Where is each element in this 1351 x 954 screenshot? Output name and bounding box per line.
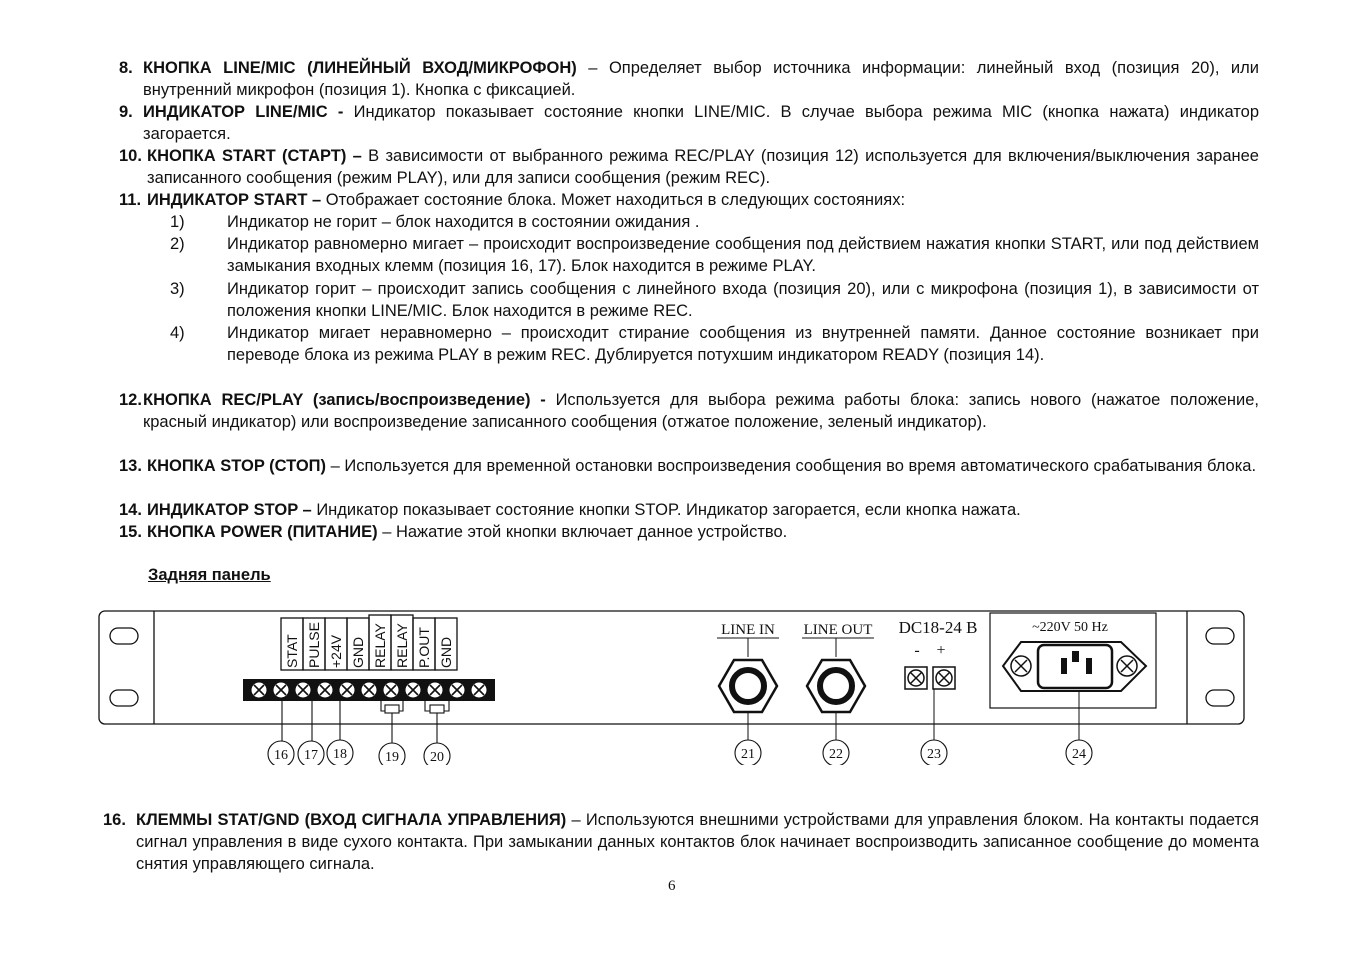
item-16 (103, 809, 1259, 876)
callout-19: 19 (385, 750, 399, 765)
callout-18: 18 (333, 747, 347, 762)
item-15 (119, 521, 1259, 543)
terminal-label: +24V (328, 634, 344, 668)
state-number: 1) (170, 213, 185, 231)
state-text: Индикатор мигает неравномерно – происходит стирание сообщения из внутренней памяти. Данное состояние возникает при переводе блока из режима PLAY в режим REC. Дублируется потухшим индикатором READY (позиция 14). (227, 324, 1259, 365)
item-title: ИНДИКАТОР LINE/MIC - (143, 103, 344, 121)
item-title: КНОПКА STOP (СТОП) (147, 457, 327, 475)
terminal-label: RELAY (394, 623, 410, 668)
state-text: Индикатор равномерно мигает – происходит воспроизведение сообщения под действием нажатия кнопки START, или под действием замыкания входных клемм (позиция 16, 17). Блок находится в режиме PLAY. (227, 235, 1259, 276)
start-state-2 (170, 233, 1259, 277)
terminal-label: PULSE (306, 622, 322, 668)
callout-24: 24 (1072, 747, 1086, 762)
state-number: 2) (170, 235, 185, 253)
terminal-label: P.OUT (416, 627, 432, 668)
callout-16: 16 (274, 748, 288, 763)
item-number: 12. (119, 391, 142, 409)
dc-label: DC18-24 B (898, 618, 978, 637)
start-state-3 (170, 278, 1259, 322)
state-text: Индикатор не горит – блок находится в состоянии ожидания . (227, 213, 700, 231)
item-text: Используется для выбора режима работы блока: запись нового (нажатое положение, красный индикатор) или воспроизведение записанного сообщения (отжатое положение, зеленый индикатор). (143, 391, 1260, 432)
item-number: 14. (119, 501, 142, 519)
dc-plus-label: + (936, 642, 946, 659)
item-title: КНОПКА LINE/MIC (ЛИНЕЙНЫЙ ВХОД/МИКРОФОН) (143, 59, 577, 77)
item-text: – Нажатие этой кнопки включает данное устройство. (377, 523, 788, 541)
terminal-screws (251, 682, 487, 698)
item-number: 13. (119, 457, 142, 475)
item-number: 10. (119, 147, 142, 165)
state-number: 3) (170, 280, 185, 298)
item-text: – Используется для временной остановки воспроизведения сообщения во время автоматического срабатывания блока. (326, 457, 1257, 475)
callout-20: 20 (430, 750, 444, 765)
item-13 (119, 455, 1259, 477)
item-number: 9. (119, 103, 133, 121)
item-title: КНОПКА START (СТАРТ) – (147, 147, 362, 165)
rear-panel-diagram (0, 605, 1351, 765)
item-title: КЛЕММЫ STAT/GND (ВХОД СИГНАЛА УПРАВЛЕНИЯ) (136, 811, 567, 829)
item-8 (119, 57, 1259, 101)
mount-slot-icon (110, 690, 138, 706)
terminal-label: GND (350, 636, 366, 668)
line-in-jack-icon (719, 660, 777, 712)
start-state-4 (170, 322, 1259, 366)
callout-21: 21 (741, 747, 755, 762)
dc-terminal-icon (905, 667, 955, 689)
state-text: Индикатор горит – происходит запись сообщения с линейного входа (позиция 20), или с микрофона (позиция 1), в зависимости от положения кнопки LINE/MIC. Блок находится в режиме REC. (227, 280, 1259, 321)
item-text: Индикатор показывает состояние кнопки LINE/MIC. В случае выбора режима MIC (кнопка нажата) индикатор загорается. (143, 103, 1260, 144)
item-14 (119, 499, 1259, 521)
callout-23: 23 (927, 747, 941, 762)
callout-17: 17 (304, 748, 318, 763)
item-text: – Используются внешними устройствами для управления блоком. На контакты подается сигнал управления в виде сухого контакта. При замыкании данных контактов блок начинает воспроизводить записанное сообщение до момента снятия управляющего сигнала. (136, 811, 1259, 874)
callout-22: 22 (829, 747, 843, 762)
item-10 (119, 145, 1259, 189)
terminal-label: STAT (284, 634, 300, 668)
item-title: ИНДИКАТОР STOP – (147, 501, 312, 519)
section-title-rear-panel: Задняя панель (148, 566, 271, 584)
line-out-jack-icon (807, 660, 865, 712)
ac-label: ~220V 50 Hz (1032, 620, 1108, 635)
item-number: 16. (103, 811, 126, 829)
item-title: КНОПКА REC/PLAY (запись/воспроизведение) - (143, 391, 546, 409)
mount-slot-icon (1206, 690, 1234, 706)
terminal-label: RELAY (372, 623, 388, 668)
item-9 (119, 101, 1259, 145)
start-state-1 (170, 211, 1259, 233)
dc-minus-label: - (914, 642, 920, 659)
item-text: Отображает состояние блока. Может находиться в следующих состояниях: (321, 191, 906, 209)
item-number: 8. (119, 59, 133, 77)
item-title: ИНДИКАТОР START – (147, 191, 322, 209)
item-number: 11. (119, 191, 142, 209)
mount-slot-icon (110, 628, 138, 644)
line-out-label: LINE OUT (803, 622, 873, 638)
item-11 (119, 189, 1259, 211)
page-number: 6 (668, 878, 676, 894)
item-title: КНОПКА POWER (ПИТАНИЕ) (147, 523, 378, 541)
item-text: В зависимости от выбранного режима REC/PLAY (позиция 12) используется для включения/выключения заранее записанного сообщения (режим PLAY), или для записи сообщения (режим REC). (147, 147, 1259, 188)
item-text: – Определяет выбор источника информации: линейный вход (позиция 20), или внутренний микрофон (позиция 1). Кнопка с фиксацией. (143, 59, 1259, 100)
mount-slot-icon (1206, 628, 1234, 644)
state-number: 4) (170, 324, 185, 342)
item-text: Индикатор показывает состояние кнопки STOP. Индикатор загорается, если кнопка нажата. (311, 501, 1021, 519)
item-12 (119, 389, 1259, 433)
line-in-label: LINE IN (721, 622, 775, 638)
item-number: 15. (119, 523, 142, 541)
terminal-label: GND (438, 636, 454, 668)
ac-power-socket-icon (1003, 642, 1146, 691)
